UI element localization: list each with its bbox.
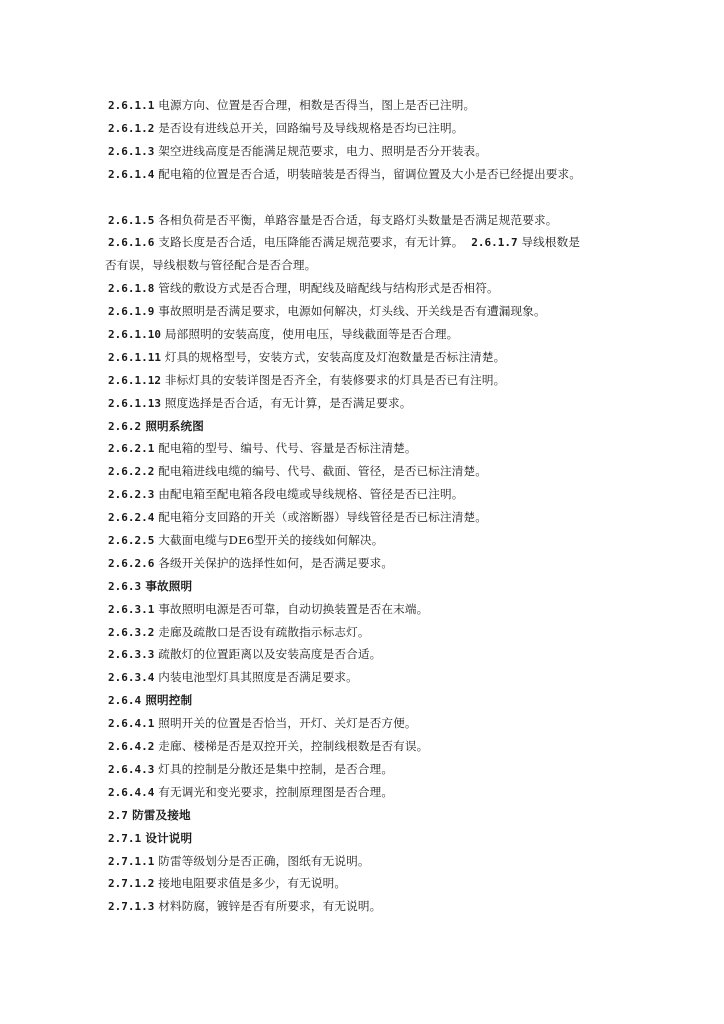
clause-2-6-2-3 bbox=[108, 483, 684, 506]
clause-number: 2.6.1.9 bbox=[108, 305, 155, 319]
clause-text: 事故照明电源是否可靠，自动切换装置是否在末端。 bbox=[158, 601, 429, 616]
clause-2-6-1-10 bbox=[108, 323, 684, 346]
section-title: 防雷及接地 bbox=[132, 807, 191, 822]
clause-text: 配电箱进线电缆的编号、代号、截面、管径，是否已标注清楚。 bbox=[158, 464, 488, 479]
clause-text: 灯具的规格型号，安装方式，安装高度及灯泡数量是否标注清楚。 bbox=[164, 349, 506, 364]
clause-text: 各相负荷是否平衡，单路容量是否合适，每支路灯头数量是否满足规范要求。 bbox=[158, 212, 558, 227]
clause-2-7-1-3 bbox=[108, 895, 684, 918]
clause-text: 灯具的控制是分散还是集中控制，是否合理。 bbox=[158, 761, 394, 776]
clause-text: 是否设有进线总开关，回路编号及导线规格是否均已注明。 bbox=[158, 120, 464, 135]
section-number: 2.6.3 bbox=[108, 579, 142, 593]
section-number: 2.7.1 bbox=[108, 831, 142, 845]
clause-text: 照度选择是否合适，有无计算，是否满足要求。 bbox=[164, 395, 412, 410]
clause-number: 2.7.1.2 bbox=[108, 877, 155, 891]
clause-2-6-1-5 bbox=[108, 209, 684, 232]
clause-2-6-3-3 bbox=[108, 643, 684, 666]
clause-text: 有无调光和变光要求，控制原理图是否合理。 bbox=[158, 784, 394, 799]
clause-2-6-1-6 bbox=[108, 231, 684, 254]
section-number: 2.6.2 bbox=[108, 419, 142, 433]
clause-number: 2.6.1.3 bbox=[108, 144, 155, 158]
clause-text: 接地电阻要求值是多少，有无说明。 bbox=[158, 876, 347, 891]
clause-text: 疏散灯的位置距离以及安装高度是否合适。 bbox=[158, 647, 382, 662]
clause-number: 2.6.3.2 bbox=[108, 625, 155, 639]
clause-number: 2.6.2.1 bbox=[108, 442, 155, 456]
clause-2-6-2-6 bbox=[108, 552, 684, 575]
clause-number: 2.6.1.1 bbox=[108, 99, 155, 112]
clause-2-6-4-2 bbox=[108, 735, 684, 758]
clause-number: 2.6.1.7 bbox=[471, 236, 518, 250]
clause-text: 走廊及疏散口是否设有疏散指示标志灯。 bbox=[158, 624, 370, 639]
clause-2-6-4-1 bbox=[108, 712, 684, 735]
clause-text: 走廊、楼梯是否是双控开关，控制线根数是否有误。 bbox=[158, 739, 429, 754]
section-heading-2-7 bbox=[108, 804, 684, 827]
clause-number: 2.6.4.4 bbox=[108, 785, 155, 799]
clause-number: 2.6.1.2 bbox=[108, 121, 155, 135]
clause-text: 局部照明的安装高度，使用电压，导线截面等是否合理。 bbox=[164, 327, 459, 342]
clause-2-6-2-5 bbox=[108, 529, 684, 552]
clause-number: 2.6.1.13 bbox=[108, 396, 161, 410]
clause-number: 2.6.4.2 bbox=[108, 740, 155, 754]
clause-2-7-1-2 bbox=[108, 872, 684, 895]
clause-text: 非标灯具的安装详图是否齐全，有装修要求的灯具是否已有注明。 bbox=[164, 372, 506, 387]
section-heading-2-6-4 bbox=[108, 689, 684, 712]
clause-text: 导线根数是 bbox=[521, 235, 581, 250]
clause-text: 由配电箱至配电箱各段电缆或导线规格、管径是否已注明。 bbox=[158, 487, 464, 502]
clause-text: 架空进线高度是否能满足规范要求，电力、照明是否分开装表。 bbox=[158, 143, 488, 158]
clause-text: 事故照明是否满足要求，电源如何解决，灯头线、开关线是否有遭漏现象。 bbox=[158, 304, 546, 319]
clause-text: 否有误，导线根数与管径配合是否合理。 bbox=[105, 258, 317, 273]
clause-2-6-1-8 bbox=[108, 277, 684, 300]
clause-text: 配电箱的型号、编号、代号、容量是否标注清楚。 bbox=[158, 441, 417, 456]
clause-2-6-1-12 bbox=[108, 369, 684, 392]
clause-2-6-3-1 bbox=[108, 598, 684, 621]
section-title: 事故照明 bbox=[145, 578, 193, 593]
clause-number: 2.6.1.8 bbox=[108, 282, 155, 296]
clause-2-6-3-4 bbox=[108, 666, 684, 689]
clause-2-6-4-3 bbox=[108, 758, 684, 781]
clause-2-6-1-11 bbox=[108, 346, 684, 369]
clause-number: 2.6.4.3 bbox=[108, 762, 155, 776]
section-title: 设计说明 bbox=[145, 830, 193, 845]
section-heading-2-6-3 bbox=[108, 575, 684, 598]
clause-number: 2.6.2.3 bbox=[108, 488, 155, 502]
section-heading-2-6-2 bbox=[108, 415, 684, 438]
clause-number: 2.6.2.2 bbox=[108, 465, 155, 479]
clause-number: 2.7.1.3 bbox=[108, 900, 155, 914]
section-number: 2.6.4 bbox=[108, 694, 142, 708]
clause-2-6-1-4 bbox=[108, 163, 684, 186]
clause-text: 材料防腐，镀锌是否有所要求，有无说明。 bbox=[158, 899, 382, 914]
clause-2-6-1-2 bbox=[108, 117, 684, 140]
clause-2-7-1-1 bbox=[108, 850, 684, 873]
clause-number: 2.7.1.1 bbox=[108, 854, 155, 868]
clause-number: 2.6.3.1 bbox=[108, 602, 155, 616]
clause-2-6-1-1 bbox=[108, 94, 684, 117]
clause-2-6-3-2 bbox=[108, 621, 684, 644]
clause-text: 电源方向、位置是否合理，相数是否得当，图上是否已注明。 bbox=[158, 98, 476, 112]
clause-text: 各级开关保护的选择性如何，是否满足要求。 bbox=[158, 555, 394, 570]
clause-text: 内装电池型灯具其照度是否满足要求。 bbox=[158, 670, 358, 685]
blank-line bbox=[108, 186, 684, 209]
clause-text: 支路长度是否合适，电压降能否满足规范要求，有无计算。 bbox=[158, 235, 464, 250]
clause-text: 管线的敷设方式是否合理，明配线及暗配线与结构形式是否相符。 bbox=[158, 281, 499, 296]
clause-number: 2.6.3.3 bbox=[108, 648, 155, 662]
clause-2-6-2-1 bbox=[108, 437, 684, 460]
clause-text: 配电箱的位置是否合适，明装暗装是否得当，留调位置及大小是否已经提出要求。 bbox=[158, 166, 581, 181]
clause-2-6-1-9 bbox=[108, 300, 684, 323]
clause-2-6-1-3 bbox=[108, 140, 684, 163]
clause-2-6-1-7-continued bbox=[105, 254, 684, 277]
section-title: 照明控制 bbox=[145, 693, 193, 708]
clause-text: 大截面电缆与DE6型开关的接线如何解决。 bbox=[158, 533, 384, 548]
clause-number: 2.6.1.10 bbox=[108, 328, 161, 342]
clause-2-6-2-2 bbox=[108, 460, 684, 483]
clause-text: 照明开关的位置是否恰当，开灯、关灯是否方便。 bbox=[158, 716, 417, 731]
clause-number: 2.6.1.4 bbox=[108, 167, 155, 181]
section-heading-2-7-1 bbox=[108, 827, 684, 850]
clause-number: 2.6.1.5 bbox=[108, 213, 155, 227]
clause-number: 2.6.2.4 bbox=[108, 511, 155, 525]
clause-2-6-2-4 bbox=[108, 506, 684, 529]
clause-number: 2.6.1.11 bbox=[108, 350, 161, 364]
section-title: 照明系统图 bbox=[145, 418, 205, 433]
clause-number: 2.6.3.4 bbox=[108, 671, 155, 685]
clause-2-6-4-4 bbox=[108, 781, 684, 804]
section-number: 2.7 bbox=[108, 808, 128, 822]
clause-2-6-1-13 bbox=[108, 392, 684, 415]
clause-text: 配电箱分支回路的开关（或溶断器）导线管径是否已标注清楚。 bbox=[158, 510, 488, 525]
clause-number: 2.6.4.1 bbox=[108, 717, 155, 731]
clause-number: 2.6.2.6 bbox=[108, 556, 155, 570]
clause-number: 2.6.2.5 bbox=[108, 534, 155, 548]
clause-text: 防雷等级划分是否正确，图纸有无说明。 bbox=[158, 853, 370, 868]
clause-number: 2.6.1.12 bbox=[108, 373, 161, 387]
clause-number: 2.6.1.6 bbox=[108, 236, 155, 250]
